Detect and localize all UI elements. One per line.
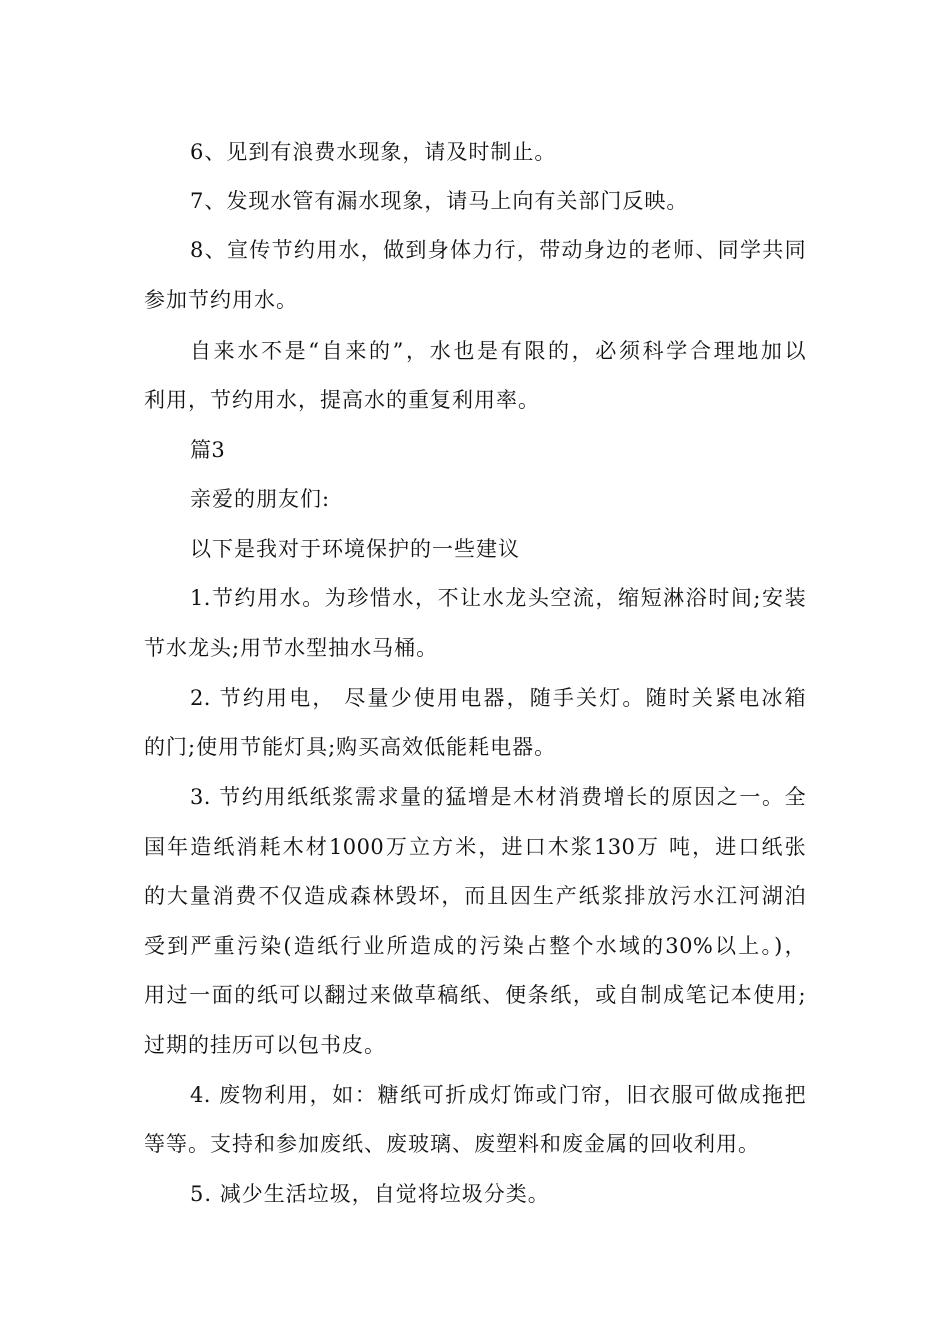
paragraph-conclusion-line-1: 自来水不是“自来的”，水也是有限的，必须科学合理地加以 [190, 339, 806, 363]
paragraph-item-8-line-1: 8、宣传节约用水，做到身体力行，带动身边的老师、同学共同 [190, 238, 806, 262]
suggestion-2-line-1: 2. 节约用电， 尽量少使用电器，随手关灯。随时关紧电冰箱 [190, 686, 806, 710]
suggestion-5: 5. 减少生活垃圾，自觉将垃圾分类。 [190, 1182, 550, 1206]
section-heading: 篇3 [190, 438, 226, 462]
suggestion-1-line-2: 节水龙头;用节水型抽水马桶。 [144, 636, 439, 660]
salutation: 亲爱的朋友们: [190, 487, 331, 511]
suggestion-1-line-1: 1.节约用水。为珍惜水，不让水龙头空流，缩短淋浴时间;安装 [190, 586, 806, 610]
suggestion-3-line-6: 过期的挂历可以包书皮。 [144, 1033, 386, 1057]
suggestion-3-line-4: 受到严重污染(造纸行业所造成的污染占整个水域的30%以上。)， [144, 934, 806, 958]
paragraph-item-7: 7、发现水管有漏水现象，请马上向有关部门反映。 [190, 189, 689, 213]
paragraph-item-6: 6、见到有浪费水现象，请及时制止。 [190, 140, 557, 164]
paragraph-conclusion-line-2: 利用，节约用水，提高水的重复利用率。 [144, 388, 540, 412]
suggestion-3-line-2: 国年造纸消耗木材1000万立方米，进口木浆130万 吨，进口纸张 [144, 835, 806, 859]
suggestion-4-line-2: 等等。支持和参加废纸、废玻璃、废塑料和废金属的回收利用。 [144, 1132, 760, 1156]
suggestion-3-line-3: 的大量消费不仅造成森林毁坏，而且因生产纸浆排放污水江河湖泊 [144, 884, 806, 908]
suggestion-3-line-5: 用过一面的纸可以翻过来做草稿纸、便条纸，或自制成笔记本使用; [144, 983, 806, 1007]
suggestion-4-line-1: 4. 废物利用，如：糖纸可折成灯饰或门帘，旧衣服可做成拖把 [190, 1083, 806, 1107]
suggestion-3-line-1: 3. 节约用纸纸浆需求量的猛增是木材消费增长的原因之一。全 [190, 785, 806, 809]
paragraph-item-8-line-2: 参加节约用水。 [144, 288, 298, 312]
intro-line: 以下是我对于环境保护的一些建议 [190, 537, 520, 561]
suggestion-2-line-2: 的门;使用节能灯具;购买高效低能耗电器。 [144, 735, 557, 759]
